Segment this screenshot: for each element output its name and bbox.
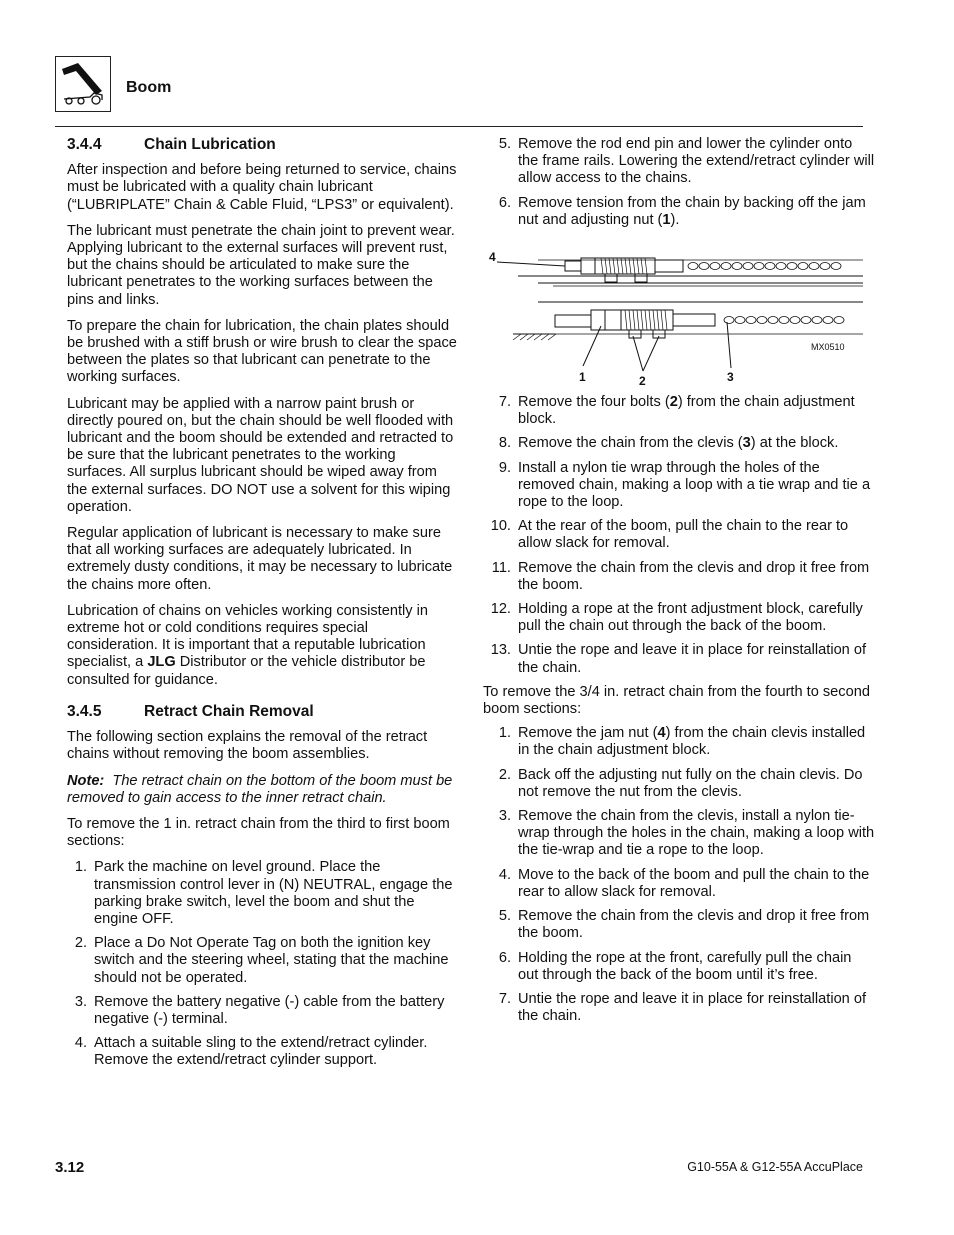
thread-line xyxy=(625,258,627,274)
step-text: Install a nylon tie wrap through the holes of the removed chain, making a loop with a tie wrap and tie a rope to the loop. xyxy=(518,459,871,511)
page-number: 3.12 xyxy=(55,1159,85,1176)
hatch-line xyxy=(520,334,528,340)
list-item xyxy=(67,935,457,987)
thread-line xyxy=(621,258,623,274)
thread-line xyxy=(645,258,647,274)
thread-line xyxy=(637,310,639,330)
thread-line xyxy=(661,310,663,330)
chain-link xyxy=(834,317,844,324)
chain-link xyxy=(732,263,742,270)
chain-link xyxy=(798,263,808,270)
chain-link xyxy=(776,263,786,270)
step-text: Untie the rope and leave it in place for reinstallation of the chain. xyxy=(518,642,867,676)
callout-ref: 2 xyxy=(669,394,678,411)
list-item xyxy=(483,991,875,1025)
callout-leader xyxy=(633,336,643,371)
step-text xyxy=(511,394,875,428)
list-item xyxy=(483,195,875,229)
callout-leader xyxy=(497,262,565,266)
paragraph: The following section explains the removal of the retract chains without removing the boom assemblies. xyxy=(67,729,428,763)
chain-link xyxy=(823,317,833,324)
thread-line xyxy=(665,310,667,330)
chain-link xyxy=(757,317,767,324)
step-text: Holding the rope at the front, carefully pull the chain out through the back of the boom until it’s free. xyxy=(518,949,852,983)
paragraph: Lubricant may be applied with a narrow paint brush or directly poured on, but the chain should be well flooded with lubricant and the boom should be extended and retracted to be sure that the lubricant penetrates to the working surfaces. All surplus lubricant should be wiped away from the external surfaces. DO NOT use a solvent for this wiping operation. xyxy=(67,395,454,515)
list-item xyxy=(483,601,875,635)
section-header-title: Boom xyxy=(126,79,172,96)
callout-ref: 4 xyxy=(657,725,666,742)
adjusting-nut xyxy=(581,258,595,274)
chain-link xyxy=(721,263,731,270)
step-number: 4. xyxy=(498,866,511,883)
section-number: 3.4.4 xyxy=(67,136,102,153)
step-number: 9. xyxy=(498,459,511,476)
text-run: Lubrication of chains on vehicles working consistently in extreme hot or cold conditions requires special consideration. It is important that a reputable lubrication specialist, a xyxy=(67,602,428,671)
text-run: ). xyxy=(670,211,680,228)
list-item xyxy=(483,867,875,901)
step-number: 8. xyxy=(498,435,511,452)
note-label: Note: xyxy=(67,772,105,789)
paragraph: To remove the 1 in. retract chain from the third to first boom sections: xyxy=(67,815,450,850)
step-number: 7. xyxy=(498,990,511,1007)
text-run: Remove the four bolts ( xyxy=(518,394,670,411)
chain-link xyxy=(724,317,734,324)
document-title: G10-55A & G12-55A AccuPlace xyxy=(687,1160,863,1174)
list-item xyxy=(483,808,875,860)
step-number: 2. xyxy=(498,766,511,783)
list-item xyxy=(483,460,875,512)
step-list xyxy=(483,136,875,229)
text-run: ) from the chain clevis installed in the chain adjustment block. xyxy=(518,725,866,759)
chain-link xyxy=(746,317,756,324)
chain-link xyxy=(768,317,778,324)
chain-link xyxy=(743,263,753,270)
chain-link xyxy=(831,263,841,270)
step-number: 2. xyxy=(74,935,87,952)
chain-link xyxy=(699,263,709,270)
bolt-head xyxy=(635,274,647,282)
chain-link xyxy=(820,263,830,270)
chain-link xyxy=(779,317,789,324)
thread-line xyxy=(609,258,611,274)
list-item xyxy=(483,725,875,759)
list-item xyxy=(67,1035,457,1069)
thread-line xyxy=(637,258,639,274)
thread-line xyxy=(629,258,631,274)
paragraph: Regular application of lubricant is necessary to make sure that all working surfaces are adequately lubricated. In extremely dusty conditions, it may be necessary to lubricate the chains more often. xyxy=(67,525,453,593)
left-column xyxy=(67,136,457,1077)
step-list xyxy=(67,859,457,1069)
thread-line xyxy=(633,258,635,274)
thread-line xyxy=(605,258,607,274)
step-text: Remove the chain from the clevis, install a nylon tie-wrap through the holes in the chain, making a loop with the tie-wrap and tie a rope to the loop. xyxy=(518,808,875,859)
hatch-line xyxy=(541,334,549,340)
callout-label-3: 3 xyxy=(727,370,734,385)
list-item xyxy=(483,518,875,552)
list-item xyxy=(483,560,875,594)
section-title: Chain Lubrication xyxy=(144,136,276,153)
chain-link xyxy=(787,263,797,270)
hatch-line xyxy=(534,334,542,340)
step-text: Remove the battery negative (-) cable from the battery negative (-) terminal. xyxy=(94,993,445,1027)
step-number: 11. xyxy=(491,559,511,576)
step-text xyxy=(511,435,875,452)
section-title: Retract Chain Removal xyxy=(144,702,314,720)
hatch-line xyxy=(513,334,521,340)
text-run: Remove the chain from the clevis ( xyxy=(518,435,743,452)
step-number: 5. xyxy=(498,908,511,925)
thread-line xyxy=(657,310,659,330)
step-text: Place a Do Not Operate Tag on both the ignition key switch and the steering wheel, stating that the machine should not be operated. xyxy=(94,935,449,986)
list-item xyxy=(483,908,875,942)
step-number: 12. xyxy=(490,601,511,618)
step-text: Attach a suitable sling to the extend/retract cylinder. Remove the extend/retract cylinder support. xyxy=(94,1035,428,1069)
paragraph: After inspection and before being returned to service, chains must be lubricated with a quality chain lubricant (“LUBRIPLATE” Chain & Cable Fluid, “LPS3” or equivalent). xyxy=(67,162,457,213)
thread-line xyxy=(613,258,615,274)
chain-clevis xyxy=(673,314,715,326)
callout-leader xyxy=(727,322,731,368)
hatch-line xyxy=(527,334,535,340)
note xyxy=(67,773,457,807)
step-text: Holding a rope at the front adjustment block, carefully pull the chain out through the back of the boom. xyxy=(518,601,863,635)
section-number: 3.4.5 xyxy=(67,702,102,720)
thread-line xyxy=(617,258,619,274)
step-list xyxy=(483,725,875,1025)
text-run: ) at the block. xyxy=(750,435,839,452)
step-text xyxy=(511,195,875,229)
step-number: 6. xyxy=(498,949,511,966)
chain-link xyxy=(754,263,764,270)
step-text: Park the machine on level ground. Place the transmission control lever in (N) NEUTRAL, engage the parking brake switch, level the boom and shut the engine OFF. xyxy=(94,859,453,927)
step-text: Remove the chain from the clevis and drop it free from the boom. xyxy=(518,908,870,942)
chain-link xyxy=(765,263,775,270)
section-heading-retract-chain-removal xyxy=(67,703,457,720)
step-number: 1. xyxy=(498,725,511,742)
step-number: 4. xyxy=(74,1035,87,1052)
adjusting-nut xyxy=(605,310,621,330)
paragraph: The lubricant must penetrate the chain joint to prevent wear. Applying lubricant to the external surfaces will prevent rust, but the chains should be articulated to make sure the lubricant penetrates to the working surfaces between the pins and links. xyxy=(67,222,455,308)
step-number: 5. xyxy=(498,136,511,152)
step-text: Move to the back of the boom and pull the chain to the rear to allow slack for removal. xyxy=(518,866,870,900)
list-item xyxy=(483,435,875,452)
list-item xyxy=(67,859,457,928)
chain-link xyxy=(812,317,822,324)
step-number: 3. xyxy=(498,808,511,825)
chain-link xyxy=(710,263,720,270)
thread-line xyxy=(601,258,603,274)
step-text: Remove the chain from the clevis and drop it free from the boom. xyxy=(518,559,870,593)
step-number: 10. xyxy=(490,518,511,535)
list-item xyxy=(483,394,875,428)
callout-label-4: 4 xyxy=(489,250,496,265)
chain-diagram xyxy=(483,236,863,386)
jam-nut xyxy=(565,261,581,271)
chain-link xyxy=(735,317,745,324)
step-text: Untie the rope and leave it in place for reinstallation of the chain. xyxy=(518,990,867,1025)
callout-ref: 1 xyxy=(662,211,671,228)
step-text: At the rear of the boom, pull the chain to the rear to allow slack for removal. xyxy=(518,518,849,552)
note-text: The retract chain on the bottom of the boom must be removed to gain access to the inner retract chain. xyxy=(67,772,453,806)
callout-ref: 3 xyxy=(742,435,751,452)
step-text: Back off the adjusting nut fully on the chain clevis. Do not remove the nut from the clevis. xyxy=(518,766,863,800)
thread-line xyxy=(649,310,651,330)
chain-link xyxy=(801,317,811,324)
step-list xyxy=(483,394,875,677)
text-run: ) from the chain adjustment block. xyxy=(518,394,855,428)
callout-label-1: 1 xyxy=(579,370,586,385)
text-run: Remove tension from the chain by backing off the jam nut and adjusting nut ( xyxy=(518,194,866,228)
step-number: 3. xyxy=(74,993,87,1010)
paragraph: To prepare the chain for lubrication, the chain plates should be brushed with a stiff brush or wire brush to clear the space between the plates so that lubricant can penetrate to the working surfaces. xyxy=(67,317,457,386)
paragraph: To remove the 3/4 in. retract chain from the fourth to second boom sections: xyxy=(483,683,870,718)
thread-line xyxy=(641,310,643,330)
jam-nut xyxy=(591,310,605,330)
thread-line xyxy=(633,310,635,330)
text-run: Distributor or the vehicle distributor be consulted for guidance. xyxy=(67,654,426,688)
step-number: 7. xyxy=(498,394,511,411)
thread-line xyxy=(629,310,631,330)
list-item xyxy=(67,994,457,1028)
threaded-rod xyxy=(555,315,591,327)
thread-line xyxy=(641,258,643,274)
chain-link xyxy=(790,317,800,324)
thread-line xyxy=(645,310,647,330)
paragraph xyxy=(67,603,457,689)
list-item xyxy=(483,950,875,984)
chain-link xyxy=(688,263,698,270)
list-item xyxy=(483,767,875,801)
list-item xyxy=(483,136,875,188)
step-number: 1. xyxy=(74,859,87,876)
chain-link xyxy=(809,263,819,270)
thread-line xyxy=(653,310,655,330)
hatch-line xyxy=(548,334,556,340)
bolt-head xyxy=(605,274,617,282)
callout-label-2: 2 xyxy=(639,374,646,387)
chain-clevis xyxy=(655,260,683,272)
step-number: 6. xyxy=(498,194,511,211)
step-number: 13. xyxy=(490,642,511,659)
thread-line xyxy=(625,310,627,330)
text-run: Remove the jam nut ( xyxy=(518,725,658,742)
boom-crane-icon xyxy=(55,56,111,112)
callout-leader xyxy=(583,326,601,366)
step-text: Remove the rod end pin and lower the cylinder onto the frame rails. Lowering the extend/retract cylinder will allow access to the chains. xyxy=(518,136,875,187)
list-item xyxy=(483,642,875,676)
section-heading-chain-lubrication xyxy=(67,136,457,153)
figure-code: MX0510 xyxy=(811,342,845,353)
callout-leader xyxy=(643,336,659,371)
step-text xyxy=(511,725,875,759)
chain-adjustment-figure xyxy=(483,236,863,386)
right-column xyxy=(483,136,875,1032)
brand-name: JLG xyxy=(147,654,176,671)
header-divider xyxy=(55,126,863,127)
